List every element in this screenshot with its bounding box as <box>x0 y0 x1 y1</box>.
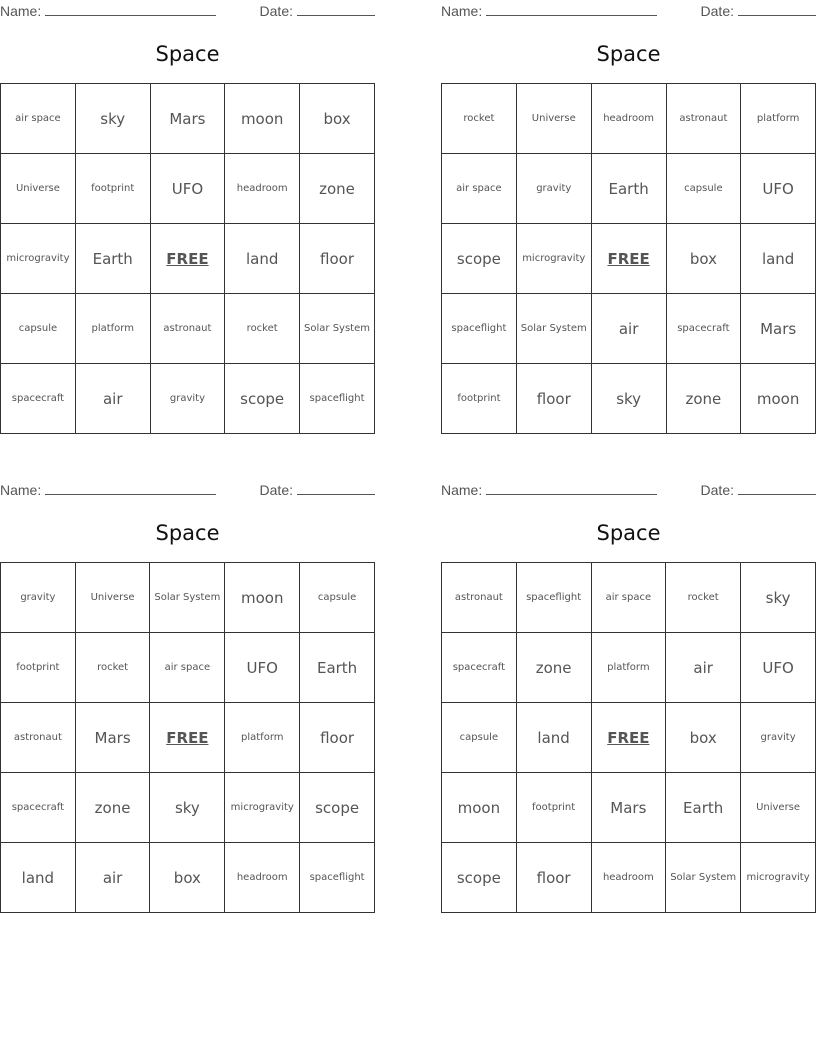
bingo-cell: gravity <box>741 703 816 773</box>
bingo-cell: floor <box>300 224 375 294</box>
bingo-cell: moon <box>225 563 300 633</box>
bingo-cell: capsule <box>1 294 76 364</box>
bingo-grid <box>441 562 816 913</box>
bingo-cell: headroom <box>225 843 300 913</box>
bingo-cell: moon <box>741 364 816 434</box>
bingo-cell: scope <box>442 843 517 913</box>
bingo-cell: capsule <box>442 703 517 773</box>
bingo-cell: zone <box>516 633 591 703</box>
bingo-cell: spacecraft <box>442 633 517 703</box>
grid-row <box>1 563 375 633</box>
date-field <box>701 481 816 498</box>
bingo-cell: moon <box>442 773 517 843</box>
bingo-cell: headroom <box>591 84 666 154</box>
card-title: Space <box>596 521 661 545</box>
bingo-card <box>0 0 375 408</box>
date-label: Date: <box>259 482 293 498</box>
grid-row <box>442 703 816 773</box>
bingo-grid <box>0 83 375 434</box>
bingo-cell: Solar System <box>150 563 225 633</box>
bingo-cell: scope <box>225 364 300 434</box>
bingo-cell: scope <box>300 773 375 843</box>
grid-row <box>442 154 816 224</box>
bingo-cell: box <box>666 703 741 773</box>
bingo-cell: Earth <box>75 224 150 294</box>
date-label: Date: <box>259 3 293 19</box>
bingo-cell: footprint <box>1 633 76 703</box>
free-space-cell: FREE <box>150 224 225 294</box>
name-label: Name: <box>0 3 42 19</box>
grid-row <box>1 84 375 154</box>
grid-row <box>1 364 375 434</box>
bingo-cell: Earth <box>591 154 666 224</box>
grid-row <box>1 703 375 773</box>
bingo-cell: UFO <box>741 633 816 703</box>
bingo-grid <box>441 83 816 434</box>
bingo-cell: floor <box>516 843 591 913</box>
bingo-cell: floor <box>300 703 375 773</box>
date-blank-line <box>738 2 816 16</box>
grid-row <box>1 294 375 364</box>
bingo-cell: rocket <box>442 84 517 154</box>
bingo-cell: land <box>225 224 300 294</box>
bingo-cell: platform <box>75 294 150 364</box>
bingo-cell: UFO <box>225 633 300 703</box>
bingo-cell: air <box>666 633 741 703</box>
grid-row <box>1 843 375 913</box>
grid-row <box>442 843 816 913</box>
card-header <box>0 479 375 499</box>
bingo-cell: UFO <box>150 154 225 224</box>
bingo-cell: microgravity <box>741 843 816 913</box>
bingo-cell: Earth <box>300 633 375 703</box>
bingo-cell: air <box>75 364 150 434</box>
grid-row <box>1 224 375 294</box>
card-title: Space <box>596 42 661 66</box>
bingo-card <box>0 479 375 887</box>
date-label: Date: <box>700 482 734 498</box>
date-blank-line <box>738 481 816 495</box>
bingo-cell: spacecraft <box>1 364 76 434</box>
bingo-cell: Solar System <box>516 294 591 364</box>
bingo-cell: Universe <box>741 773 816 843</box>
free-space-cell: FREE <box>150 703 225 773</box>
grid-row <box>1 154 375 224</box>
bingo-cell: spaceflight <box>516 563 591 633</box>
bingo-cell: astronaut <box>442 563 517 633</box>
grid-row <box>442 773 816 843</box>
name-field <box>0 2 216 19</box>
name-blank-line <box>486 481 657 495</box>
bingo-cell: gravity <box>516 154 591 224</box>
bingo-cell: footprint <box>75 154 150 224</box>
bingo-cell: box <box>300 84 375 154</box>
name-blank-line <box>486 2 657 16</box>
grid-row <box>442 633 816 703</box>
grid-row <box>442 563 816 633</box>
bingo-cell: land <box>1 843 76 913</box>
name-label: Name: <box>441 482 483 498</box>
card-title: Space <box>155 42 220 66</box>
bingo-cell: rocket <box>75 633 150 703</box>
bingo-cell: zone <box>75 773 150 843</box>
free-space-cell: FREE <box>591 703 666 773</box>
bingo-cell: Earth <box>666 773 741 843</box>
bingo-cell: Universe <box>1 154 76 224</box>
date-field <box>701 2 816 19</box>
bingo-card <box>441 479 816 887</box>
bingo-cell: Universe <box>516 84 591 154</box>
date-blank-line <box>297 481 375 495</box>
card-title: Space <box>155 521 220 545</box>
bingo-cell: headroom <box>591 843 666 913</box>
date-label: Date: <box>700 3 734 19</box>
bingo-cell: headroom <box>225 154 300 224</box>
bingo-cell: platform <box>225 703 300 773</box>
bingo-cell: Mars <box>75 703 150 773</box>
bingo-cell: sky <box>741 563 816 633</box>
bingo-cell: floor <box>516 364 591 434</box>
card-header <box>441 0 816 20</box>
bingo-cell: rocket <box>225 294 300 364</box>
date-blank-line <box>297 2 375 16</box>
bingo-cell: air space <box>1 84 76 154</box>
bingo-cell: air <box>591 294 666 364</box>
grid-row <box>442 84 816 154</box>
bingo-cell: Mars <box>591 773 666 843</box>
bingo-cell: platform <box>591 633 666 703</box>
bingo-cell: Solar System <box>300 294 375 364</box>
bingo-cell: microgravity <box>1 224 76 294</box>
name-blank-line <box>45 481 216 495</box>
bingo-cell: spaceflight <box>442 294 517 364</box>
bingo-cell: spacecraft <box>1 773 76 843</box>
bingo-cell: gravity <box>150 364 225 434</box>
date-field <box>260 481 375 498</box>
grid-row <box>442 224 816 294</box>
grid-row <box>442 294 816 364</box>
bingo-cell: sky <box>75 84 150 154</box>
name-field <box>441 481 657 498</box>
bingo-cell: spaceflight <box>300 843 375 913</box>
bingo-cell: spacecraft <box>666 294 741 364</box>
bingo-cell: microgravity <box>225 773 300 843</box>
bingo-cell: land <box>741 224 816 294</box>
bingo-cell: Mars <box>150 84 225 154</box>
bingo-cell: box <box>150 843 225 913</box>
bingo-card <box>441 0 816 408</box>
card-header <box>0 0 375 20</box>
bingo-cell: astronaut <box>1 703 76 773</box>
bingo-cell: Solar System <box>666 843 741 913</box>
free-space-cell: FREE <box>591 224 666 294</box>
name-field <box>0 481 216 498</box>
card-header <box>441 479 816 499</box>
name-blank-line <box>45 2 216 16</box>
bingo-cell: UFO <box>741 154 816 224</box>
bingo-cell: air <box>75 843 150 913</box>
bingo-cell: scope <box>442 224 517 294</box>
bingo-cell: rocket <box>666 563 741 633</box>
grid-row <box>1 773 375 843</box>
bingo-cell: air space <box>442 154 517 224</box>
date-field <box>260 2 375 19</box>
bingo-cell: zone <box>666 364 741 434</box>
bingo-cell: moon <box>225 84 300 154</box>
bingo-cell: Universe <box>75 563 150 633</box>
bingo-cell: land <box>516 703 591 773</box>
bingo-cell: air space <box>591 563 666 633</box>
bingo-cell: platform <box>741 84 816 154</box>
bingo-cell: astronaut <box>150 294 225 364</box>
name-field <box>441 2 657 19</box>
bingo-cell: footprint <box>516 773 591 843</box>
grid-row <box>1 633 375 703</box>
bingo-cell: gravity <box>1 563 76 633</box>
bingo-cell: capsule <box>300 563 375 633</box>
bingo-cell: footprint <box>442 364 517 434</box>
bingo-cell: spaceflight <box>300 364 375 434</box>
bingo-cell: air space <box>150 633 225 703</box>
bingo-cell: sky <box>150 773 225 843</box>
bingo-cell: capsule <box>666 154 741 224</box>
bingo-cell: sky <box>591 364 666 434</box>
bingo-cell: microgravity <box>516 224 591 294</box>
grid-row <box>442 364 816 434</box>
name-label: Name: <box>441 3 483 19</box>
name-label: Name: <box>0 482 42 498</box>
bingo-cell: Mars <box>741 294 816 364</box>
bingo-cell: astronaut <box>666 84 741 154</box>
bingo-grid <box>0 562 375 913</box>
bingo-cell: zone <box>300 154 375 224</box>
bingo-cell: box <box>666 224 741 294</box>
